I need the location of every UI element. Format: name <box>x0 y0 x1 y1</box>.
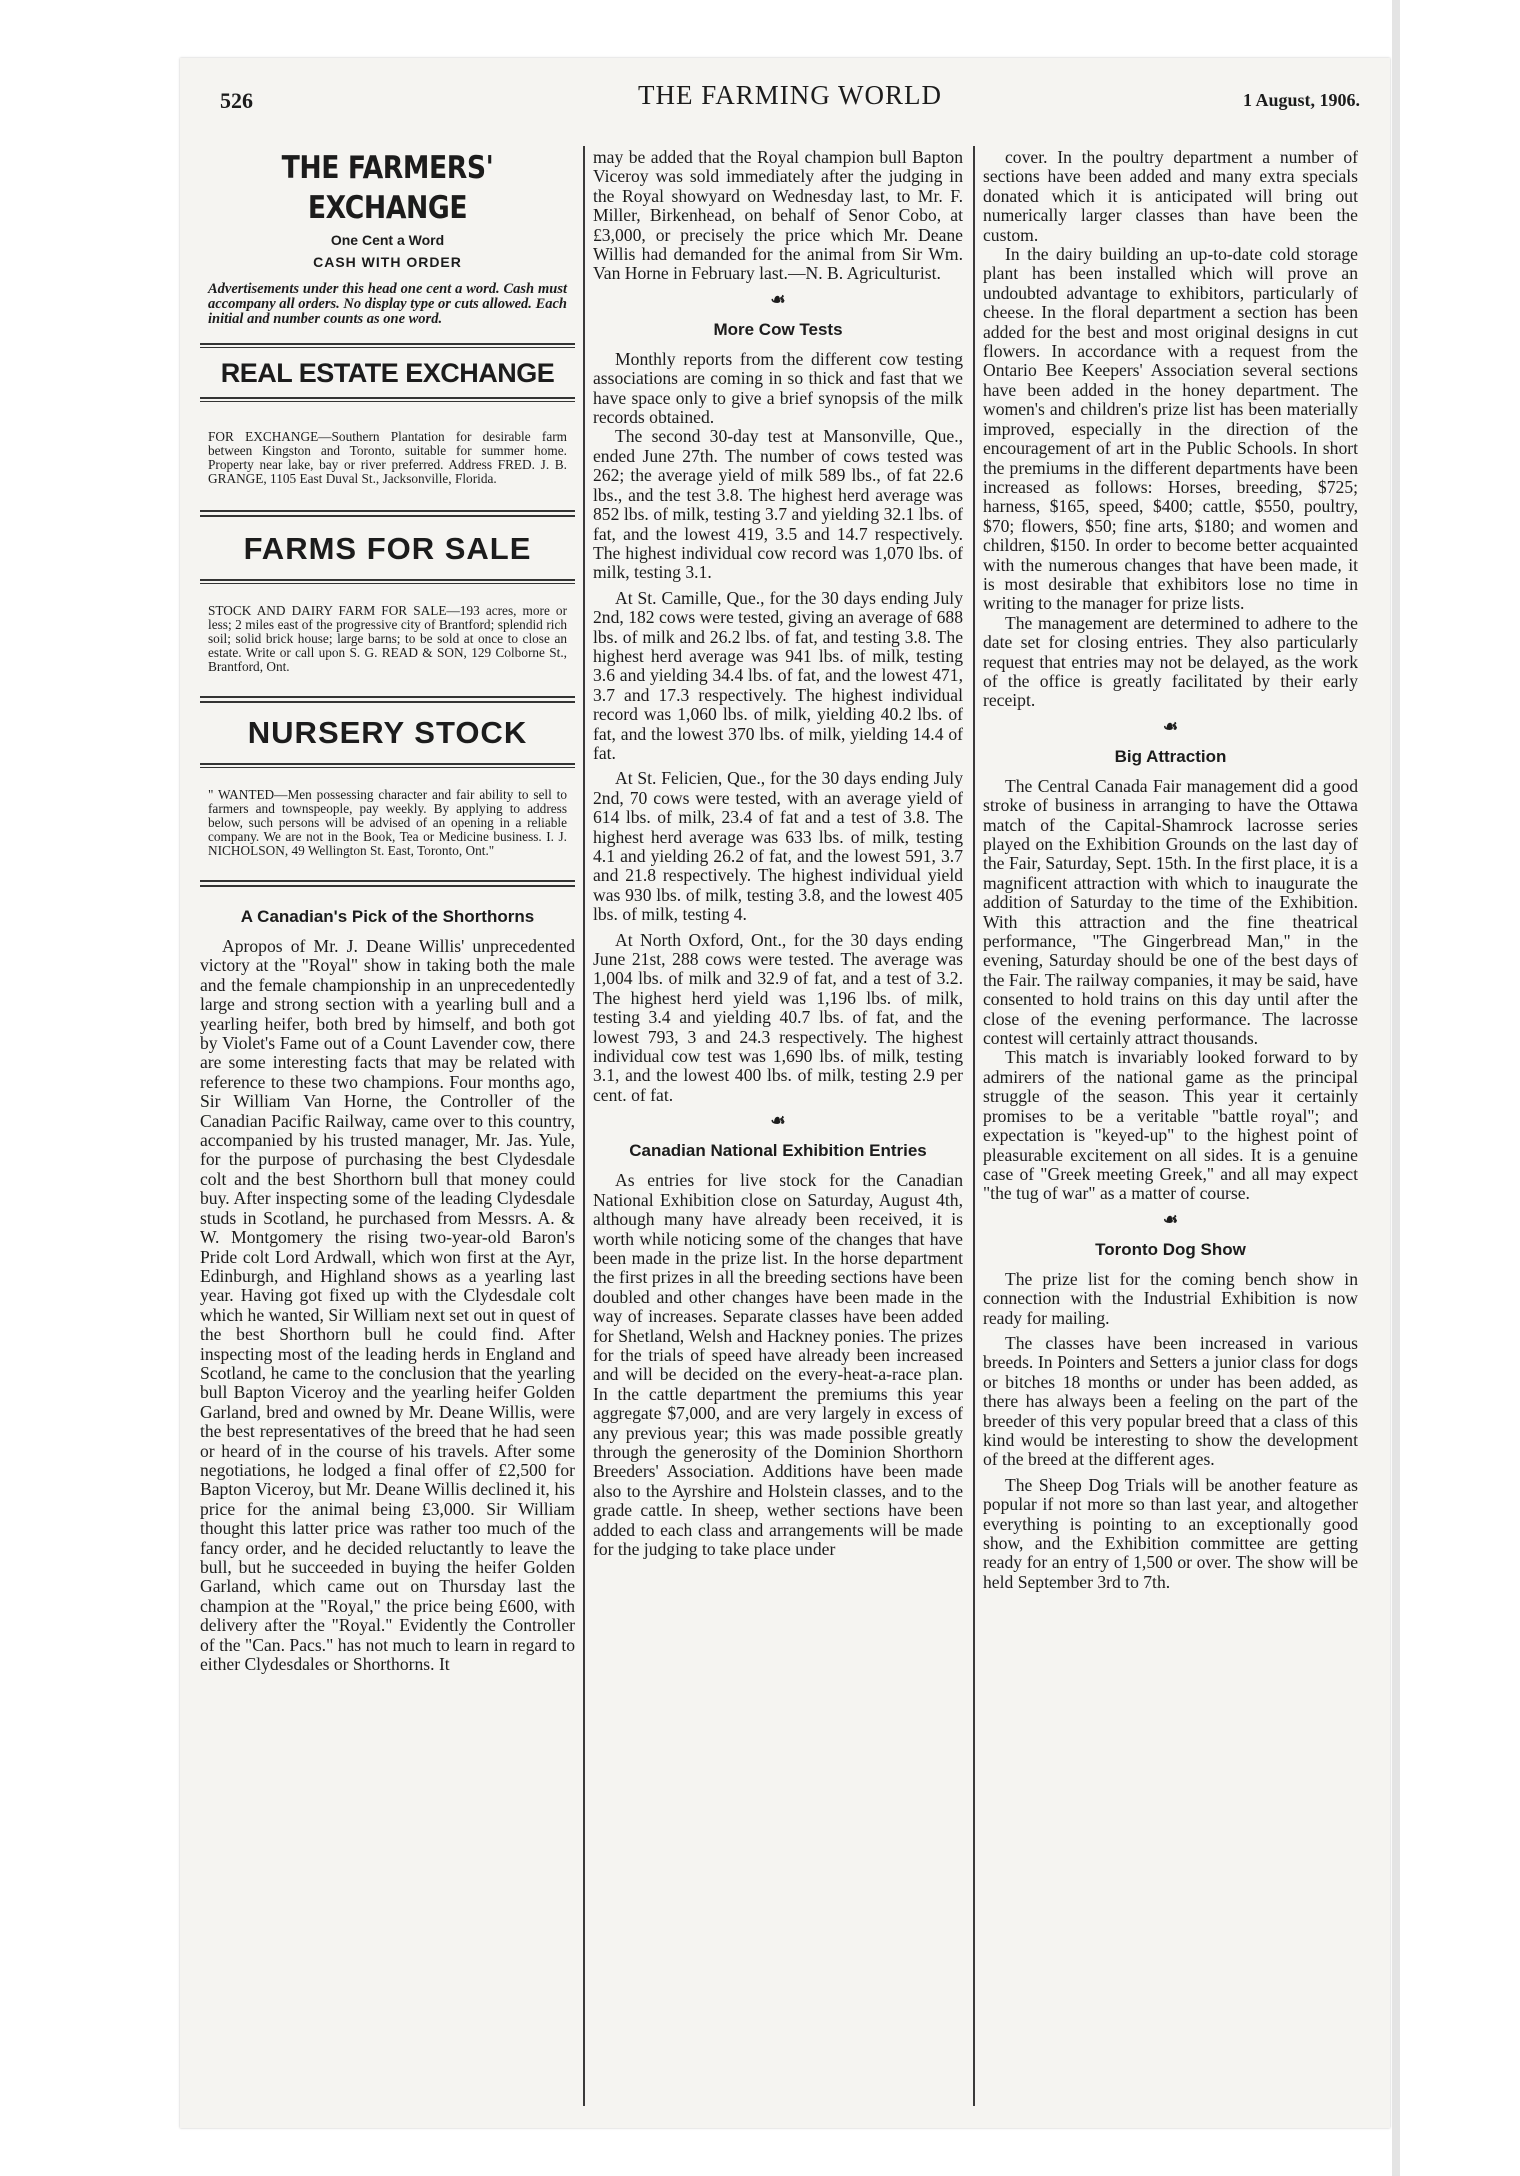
shorthorns-title: A Canadian's Pick of the Shorthorns <box>240 907 535 926</box>
exchange-note: Advertisements under this head one cent a word. Cash must accompany all orders. No display type or cuts allowed. Each initial and number counts as one word. <box>208 281 567 327</box>
big-attraction-paragraph: The Central Canada Fair management did a good stroke of business in arranging to have the Ottawa match of the Capital-Shamrock lacrosse series played on the Exhibition Grounds on the last day of the Fair, Saturday, Sept. 15th. In the first place, it is a magnificent attraction with which to inaugurate the addition of Saturday to the time of the Exhibition. With this attraction and the fine theatrical performance, "The Gingerbread Man," in the evening, Saturday should be one of the best days of the Fair. The railway companies, it may be said, have consented to hold trains on this day until after the close of the evening performance. The lacrosse contest will certainly attract thousands. <box>983 775 1358 1049</box>
exchange-terms: CASH WITH ORDER <box>313 254 462 270</box>
shorthorns-text: Apropos of Mr. J. Deane Willis' unprecedented victory at the "Royal" show in taking both the male and the female championship in an unprecedentedly large and strong section with a yearling bull and a yearling heifer, both bred by himself, and both got by Violet's Fame out of a Count Lavender cow, there are some interesting facts that may be related with reference to these two champions. Four months ago, Sir William Van Horne, the Controller of the Canadian Pacific Railway, came over to this country, accompanied by his trusted manager, Mr. Jas. Yule, for the purpose of purchasing the best Clydesdale colt and the best Shorthorn bull that money could buy. After inspecting some of the leading Clydesdale studs in Scotland, he purchased from Messrs. A. & W. Montgomery the rising two-year-old Baron's Pride colt Lord Ardwall, which won first at the Ayr, Edinburgh, and Highland shows as a yearling last year. Having got fixed up with the Clydesdale colt which he wanted, Sir William next set out in quest of the best Shorthorn bull he could find. After inspecting most of the leading herds in England and Scotland, he came to the conclusion that the yearling bull Bapton Viceroy and the yearling heifer Golden Garland, bred and owned by Mr. Deane Willis, were the best representatives of the breed that he had seen or heard of in the course of his travels. After some negotiations, he lodged a final offer of £2,500 for Bapton Viceroy, but Mr. Deane Willis declined it, his price for the animal being £3,000. Sir William thought this latter price was rather too much of the fancy order, and he decided reluctantly to leave the bull, but he succeeded in buying the heifer Golden Garland, which came out on Thursday last the champion at the "Royal," the price being £600, with delivery after the "Royal." Evidently the Controller of the "Can. Pacs." has not much to learn in regard to either Clydesdales or Shorthorns. It <box>200 936 575 1675</box>
page-number: 526 <box>220 88 253 113</box>
cow-tests-title: More Cow Tests <box>713 319 843 339</box>
column-divider-2 <box>973 146 975 2106</box>
farms-ad: STOCK AND DAIRY FARM FOR SALE—193 acres, more or less; 2 miles east of the progressive city of Brantford; splendid rich soil; solid brick house; large barns; to be sold at once to close an estate. Write or call upon S. G. READ & SON, 129 Colborne St., Brantford, Ont. <box>208 603 567 674</box>
dog-show-paragraph: The prize list for the coming bench show in connection with the Industrial Exhibition is now ready for mailing. <box>983 1268 1358 1328</box>
ornament-icon: ☙ <box>770 289 786 309</box>
section-rule <box>200 510 575 517</box>
column-right <box>983 148 1358 1592</box>
column-left <box>200 148 575 1674</box>
column-divider-1 <box>583 146 585 2106</box>
section-rule <box>200 880 575 887</box>
ornament-icon: ☙ <box>1162 716 1179 736</box>
scan-edge <box>1392 0 1400 2176</box>
section-rule <box>200 763 575 768</box>
publication-title: THE FARMING WORLD <box>638 80 942 110</box>
dog-show-paragraph: The Sheep Dog Trials will be another feature as popular if not more so than last year, and altogether everything is pointing to an exceptionally good show, and the Exhibition committee are getting ready for an entry of 1,500 or over. The show will be held September 3rd to 7th. <box>983 1474 1358 1592</box>
cow-tests-paragraph: At St. Felicien, Que., for the 30 days ending July 2nd, 70 cows were tested, with an average yield of 614 lbs. of milk, 23.4 of fat and a test of 3.8. The highest herd average was 633 lbs. of milk, testing 4.1 and yielding 26.2 of fat, and the lowest 591, 3.7 and 21.8 respectively. The highest individual yield was 930 lbs. of milk, testing 3.8, and the lowest 405 lbs. of milk, testing 4. <box>593 768 963 925</box>
big-attraction-paragraph: This match is invariably looked forward to by admirers of the national game as the principal struggle of the season. This year it certainly promises to be a veritable "battle royal"; and expectation is "keyed-up" to the highest point of pleasurable excitement on all sides. It is a genuine case of "Greek meeting Greek," and all may expect "the tug of war" as a matter of course. <box>983 1047 1358 1204</box>
cow-tests-paragraph: Monthly reports from the different cow testing associations are coming in so thick and fast that we have space only to give a brief synopsis of the milk records obtained. <box>593 348 963 428</box>
real-estate-title: REAL ESTATE EXCHANGE <box>220 358 555 388</box>
cow-tests-paragraph: At North Oxford, Ont., for the 30 days ending June 21st, 288 cows were tested. The average was 1,004 lbs. of milk and 32.9 of fat, and a test of 3.2. The highest herd yield was 1,196 lbs. of milk, testing 3.4 and yielding 40.7 lbs. of fat, and the lowest 793, 3 and 24.3 respectively. The highest individual cow test was 1,690 lbs. of milk, testing 3.1, and the lowest 400 lbs. of milk, testing 2.9 per cent. of fat. <box>593 929 963 1105</box>
cne-continuation: cover. In the poultry department a number of sections have been added and many extra specials donated which it is anticipated will bring out numerically larger classes than have been the custom. <box>983 147 1358 245</box>
page-header <box>220 80 1360 120</box>
section-rule <box>200 579 575 584</box>
nursery-stock-title: NURSERY STOCK <box>247 715 528 750</box>
section-rule <box>200 397 575 402</box>
real-estate-ad: FOR EXCHANGE—Southern Plantation for desirable farm between Kingston and Toronto, suitable for summer home. Property near lake, bay or river preferred. Address FRED. J. B. GRANGE, 1105 East Duval St., Jacksonville, Florida. <box>208 429 567 486</box>
cow-tests-paragraph: The second 30-day test at Mansonville, Que., ended June 27th. The number of cows tested was 262; the average yield of milk 589 lbs., of fat 22.6 lbs., and the test 3.8. The highest herd average was 852 lbs. of milk, testing 3.7 and yielding 32.1 lbs. of fat, and the lowest 419, 3.5 and 14.7 respectively. The highest individual cow record was 1,070 lbs. of milk, testing 3.1. <box>593 426 963 583</box>
cow-tests-paragraph: At St. Camille, Que., for the 30 days ending July 2nd, 182 cows were tested, giving an average of 688 lbs. of milk and 26.2 lbs. of fat, and testing 3.8. The highest herd average was 941 lbs. of milk, testing 3.6 and yielding 34.4 lbs. of fat, and the lowest 471, 3.7 and 17.3 respectively. The highest individual record was 1,060 lbs. of milk, yielding 40.2 lbs. of fat, and the lowest 370 lbs. of milk, yielding 14.4 of fat. <box>593 587 963 763</box>
shorthorns-continuation: may be added that the Royal champion bull Bapton Viceroy was sold immediately after the judging in the Royal showyard on Wednesday last, to Mr. F. Miller, Birkenhead, on behalf of Senor Cobo, at £3,000, or precisely the price which Mr. Deane Willis had demanded for the animal from Sir Wm. Van Horne in February last.—N. B. Agriculturist. <box>593 147 963 284</box>
column-middle <box>593 148 963 1559</box>
farms-for-sale-title: FARMS FOR SALE <box>243 531 532 566</box>
farmers-exchange-title: THE FARMERS' EXCHANGE <box>281 150 494 226</box>
cne-entries-text: As entries for live stock for the Canadian National Exhibition close on Saturday, August 4th, although many have already been received, it is worth while noticing some of the changes that have been made in the prize list. In the horse department the first prizes in all the breeding sections have been doubled and other changes have been made in the way of increases. Separate classes have been added for Shetland, Welsh and Hackney ponies. The prizes for the trials of speed have already been increased and will be decided on the every-heat-a-race plan. In the cattle department the premiums this year aggregate $7,000, and are very largely in excess of any previous year; this was made possible greatly through the generosity of the Dominion Shorthorn Breeders' Association. Additions have been made also to the Ayrshire and Holstein classes, and to the grade cattle. In sheep, wether sections have been added to each class and arrangements will be made for the judging to take place under <box>593 1170 963 1559</box>
exchange-rate: One Cent a Word <box>330 232 445 248</box>
ornament-icon: ☙ <box>1162 1209 1179 1229</box>
section-rule <box>200 343 575 348</box>
issue-date: 1 August, 1906. <box>1242 90 1360 110</box>
section-rule <box>200 696 575 703</box>
ornament-icon: ☙ <box>770 1111 786 1131</box>
dog-show-title: Toronto Dog Show <box>1095 1239 1246 1259</box>
dog-show-paragraph: The classes have been increased in various breeds. In Pointers and Setters a junior class for dogs or bitches 18 months or under has been added, as there has always been a feeling on the part of the breeder of this very popular breed that a class of this kind would be interesting to show the development of the breed at the different ages. <box>983 1332 1358 1470</box>
nursery-ad: " WANTED—Men possessing character and fair ability to sell to farmers and townspeople, pay weekly. By applying to address below, such persons will be advised of an opening in a reliable company. We are not in the Book, Tea or Medicine business. I. J. NICHOLSON, 49 Wellington St. East, Toronto, Ont." <box>208 787 567 858</box>
newspaper-page <box>180 58 1390 2128</box>
cne-continuation: The management are determined to adhere to the date set for closing entries. They also particularly request that entries may not be delayed, as the work of the office is greatly facilitated by their early receipt. <box>983 612 1358 711</box>
cne-entries-title: Canadian National Exhibition Entries <box>629 1141 927 1161</box>
big-attraction-title: Big Attraction <box>1114 746 1227 766</box>
cne-continuation: In the dairy building an up-to-date cold storage plant has been installed which will prove an undoubted advantage to exhibitors, particularly of cheese. In the floral department a section has been added for the best and most original designs in cut flowers. In accordance with a request from the Ontario Bee Keepers' Association several sections have been added in the honey department. The women's and children's prize list has been materially improved, especially in the direction of the encouragement of art in the Public Schools. In short the premiums in the different departments have been increased as follows: Horses, breeding, $725; harness, $165, speed, $400; cattle, $550, poultry, $70; flowers, $50; fine arts, $180; and women and children, $150. In order to become better acquainted with the numerous changes that have been made, it is most desirable that exhibitors lose no time in writing to the manager for prize lists. <box>983 244 1358 614</box>
